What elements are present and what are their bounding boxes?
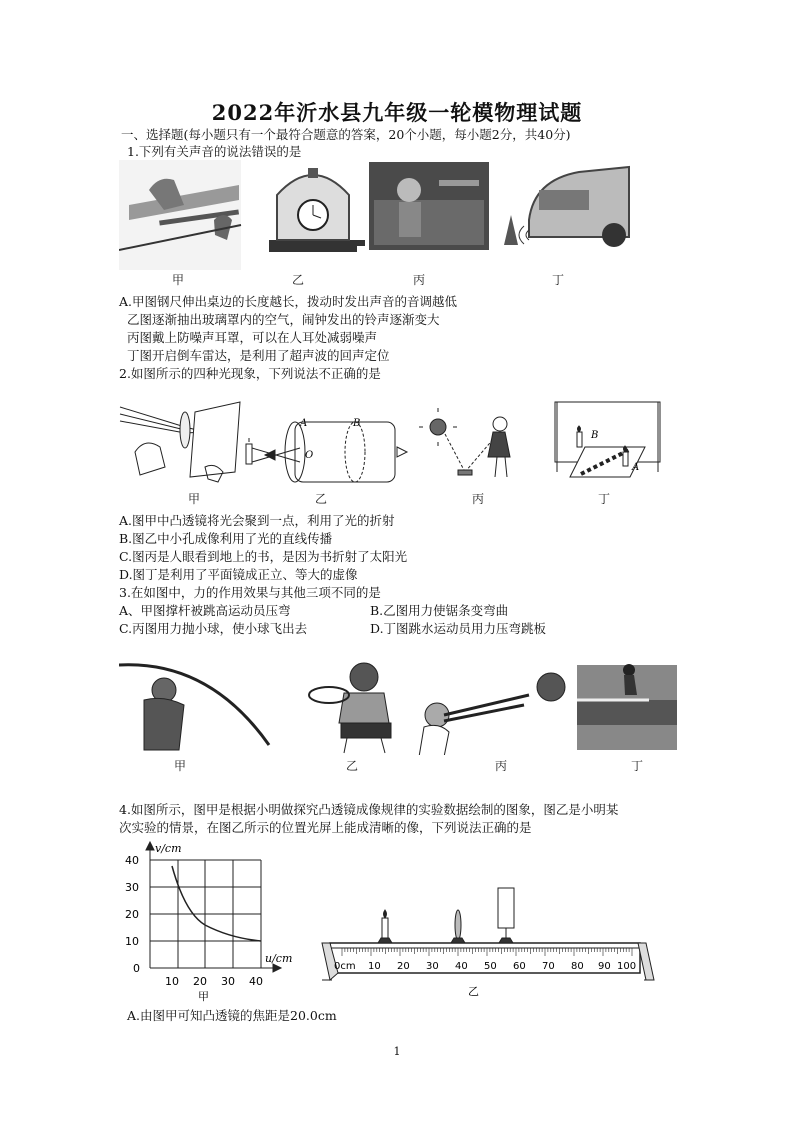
graph-ytick-10: 10	[125, 935, 139, 948]
q2-option-a: A.图甲中凸透镜将光会聚到一点，利用了光的折射	[119, 513, 395, 528]
q1-label-bing: 丙	[413, 273, 426, 287]
graph-xtick-30: 30	[221, 975, 235, 988]
q2-option-d: D.图丁是利用了平面镜成正立、等大的虚像	[119, 567, 358, 582]
q2-stem: 2.如图所示的四种光现象，下列说法不正确的是	[119, 366, 381, 381]
q3-fig-bing	[419, 673, 565, 755]
section-heading: 一、选择题(每小题只有一个最符合题意的答案，20个小题，每小题2分，共40分)	[121, 127, 571, 142]
bench-tick-70: 70	[542, 961, 555, 972]
graph-ytick-30: 30	[125, 881, 139, 894]
q1-option-d: 丁图开启倒车雷达，是利用了超声波的回声定位	[127, 348, 390, 363]
page-title: 2022年沂水县九年级一轮模物理试题	[211, 100, 583, 125]
bench-tick-40: 40	[455, 961, 468, 972]
q2-figures	[115, 392, 675, 487]
q3-figures	[119, 655, 679, 755]
bench-tick-100: 100	[617, 961, 637, 972]
q3-option-d: D.丁图跳水运动员用力压弯跳板	[370, 621, 547, 636]
q2-option-c: C.图丙是人眼看到地上的书，是因为书折射了太阳光	[119, 549, 408, 564]
q2-label-ding: 丁	[598, 492, 611, 506]
bench-tick-0: 0cm	[334, 961, 356, 972]
q2-letter-a-ding: A	[632, 462, 640, 473]
page-number: 1	[393, 1045, 401, 1058]
graph-ytick-20: 20	[125, 908, 139, 921]
q1-fig-jia	[119, 160, 241, 270]
q1-figures	[119, 160, 639, 272]
q4-graph-jia	[115, 838, 315, 1008]
q3-fig-yi	[309, 663, 391, 753]
q2-label-yi: 乙	[315, 492, 328, 506]
q3-option-a: A、甲图撑杆被跳高运动员压弯	[119, 603, 291, 618]
q1-stem: 1.下列有关声音的说法错误的是	[127, 144, 302, 159]
q1-option-a: A.甲图钢尺伸出桌边的长度越长，拨动时发出声音的音调越低	[119, 294, 458, 309]
q2-letter-o: O	[305, 450, 314, 461]
graph-xtick-20: 20	[193, 975, 207, 988]
bench-tick-80: 80	[571, 961, 584, 972]
q3-label-jia: 甲	[174, 759, 187, 773]
q4-stem-line1: 4.如图所示，图甲是根据小明做探究凸透镜成像规律的实验数据绘制的图象，图乙是小明某	[119, 802, 619, 817]
graph-label-jia: 甲	[198, 990, 209, 1003]
q2-letter-b: B	[353, 418, 361, 429]
q1-label-yi: 乙	[292, 273, 305, 287]
q3-label-yi: 乙	[346, 759, 359, 773]
q2-label-bing: 丙	[472, 492, 485, 506]
q1-label-jia: 甲	[172, 273, 185, 287]
q2-fig-ding	[555, 402, 660, 477]
q2-fig-yi	[246, 422, 407, 482]
q3-fig-jia	[119, 665, 269, 750]
graph-xtick-40: 40	[249, 975, 263, 988]
q1-option-c: 丙图戴上防噪声耳罩，可以在人耳处减弱噪声	[127, 330, 378, 345]
q4-stem-line2: 次实验的情景，在图乙所示的位置光屏上能成清晰的像，下列说法正确的是	[119, 820, 532, 835]
graph-ytick-40: 40	[125, 854, 139, 867]
q3-fig-ding	[577, 664, 677, 750]
bench-tick-90: 90	[598, 961, 611, 972]
bench-tick-50: 50	[484, 961, 497, 972]
q3-stem: 3.在如图中，力的作用效果与其他三项不同的是	[119, 585, 381, 600]
q4-optical-bench	[320, 880, 660, 1000]
bench-label-yi: 乙	[468, 985, 479, 998]
q1-fig-bing	[369, 162, 489, 250]
graph-xlabel: u/cm	[265, 952, 293, 965]
q1-fig-yi	[269, 168, 365, 252]
q4-option-a: A.由图甲可知凸透镜的焦距是20.0cm	[127, 1008, 337, 1023]
q2-option-b: B.图乙中小孔成像利用了光的直线传播	[119, 531, 333, 546]
q1-fig-ding	[504, 167, 629, 247]
q2-fig-bing	[419, 408, 510, 477]
graph-ytick-0: 0	[133, 962, 140, 975]
graph-xtick-10: 10	[165, 975, 179, 988]
q1-option-b: 乙图逐渐抽出玻璃罩内的空气，闹钟发出的铃声逐渐变大	[127, 312, 440, 327]
q1-label-ding: 丁	[552, 273, 565, 287]
q2-fig-jia	[120, 402, 240, 482]
q2-letter-a: A	[300, 418, 308, 429]
graph-ylabel: v/cm	[155, 842, 182, 855]
bench-tick-20: 20	[397, 961, 410, 972]
q3-option-b: B.乙图用力使锯条变弯曲	[370, 603, 509, 618]
q2-letter-b-ding: B	[591, 430, 599, 441]
q3-label-bing: 丙	[495, 759, 508, 773]
bench-tick-60: 60	[513, 961, 526, 972]
q3-label-ding: 丁	[631, 759, 644, 773]
bench-tick-30: 30	[426, 961, 439, 972]
bench-tick-10: 10	[368, 961, 381, 972]
q3-option-c: C.丙图用力抛小球，使小球飞出去	[119, 621, 308, 636]
q2-label-jia: 甲	[188, 492, 201, 506]
